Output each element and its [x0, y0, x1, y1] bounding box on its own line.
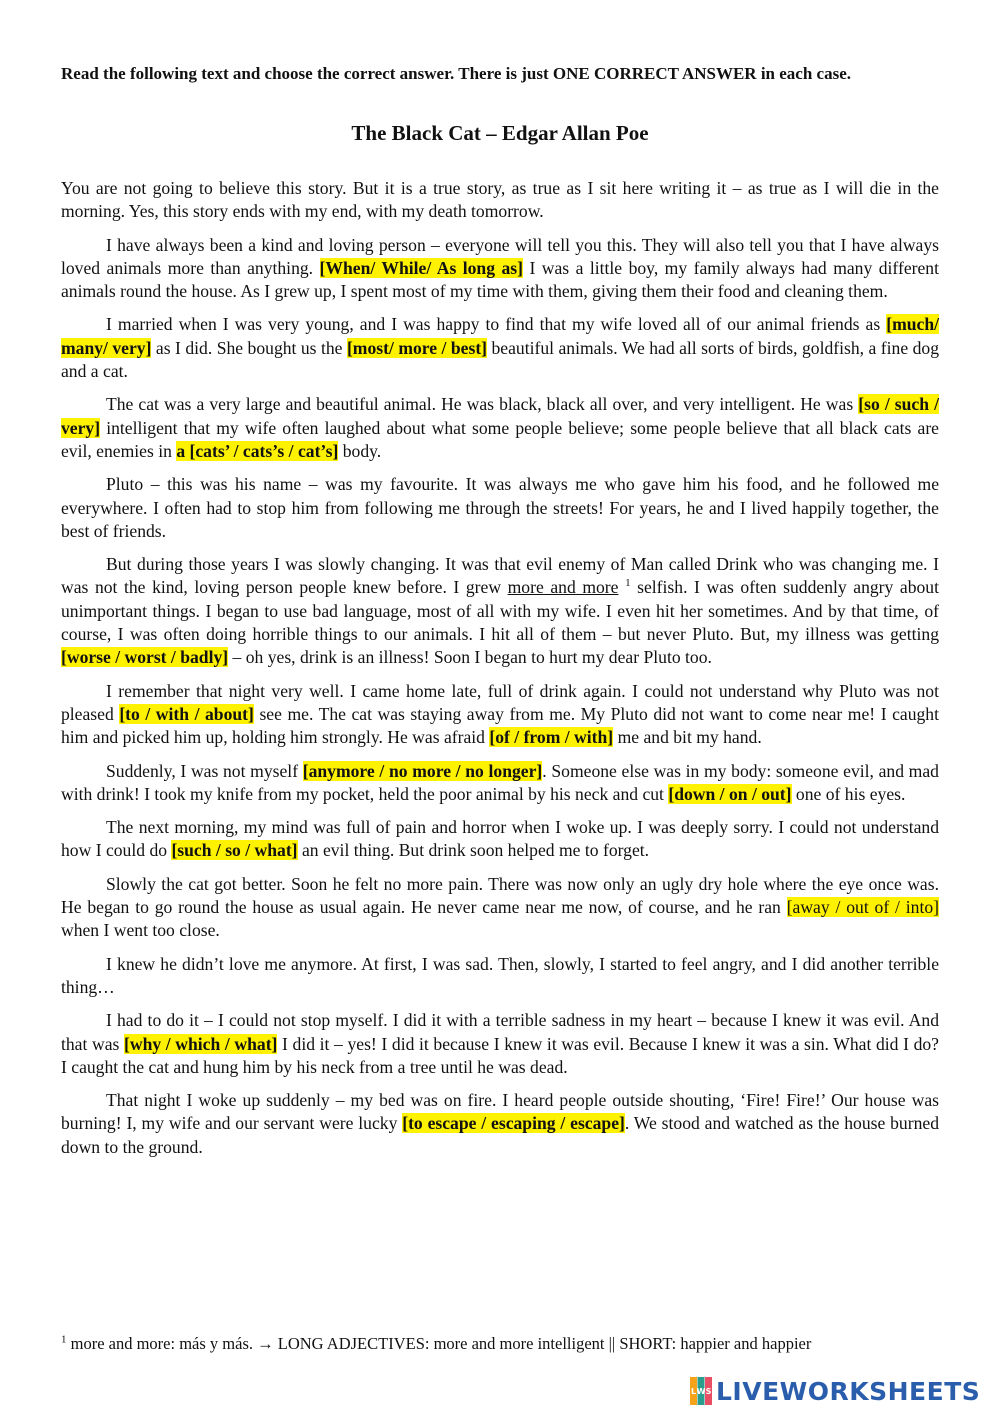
answer-choice-gap[interactable]: [to escape / escaping / escape] [402, 1113, 625, 1134]
story-text: I remember that night very well. I came home late, full of drink again. I could not understand why Pluto was not pleased [61, 680, 939, 724]
story-paragraph [61, 760, 939, 807]
answer-choice-gap[interactable]: a [cats’ / cats’s / cat’s] [176, 440, 339, 461]
svg-text:S: S [705, 1387, 712, 1396]
answer-choice-gap[interactable]: [When/ While/ As long as] [319, 257, 523, 278]
story-text: Slowly the cat got better. Soon he felt no more pain. There was now only an ugly dry hole where the eye once was. He began to go round the house as usual again. He never came near me now, of course, and he ran [61, 873, 939, 918]
story-paragraph [61, 1089, 939, 1159]
story-paragraph [61, 953, 939, 1000]
liveworksheets-logo [690, 1374, 980, 1408]
answer-choice-gap[interactable]: [much/ many/ very] [61, 314, 939, 358]
story-text: me and bit my hand. [613, 727, 762, 748]
answer-choice-gap[interactable]: [such / so / what] [171, 840, 298, 861]
story-body [61, 177, 939, 1159]
footnote-marker: 1 [61, 1333, 67, 1346]
liveworksheets-logo-text: LIVEWORKSHEETS [716, 1376, 981, 1406]
answer-choice-gap[interactable]: [down / on / out] [668, 783, 792, 804]
story-text: But during those years I was slowly changing. It was that evil enemy of Man called Drink who was changing me. I was not the kind, loving person people knew before. I grew [61, 554, 939, 598]
story-paragraph [61, 816, 939, 863]
story-text: The cat was a very large and beautiful animal. He was black, black all over, and very intelligent. He was [106, 394, 859, 415]
underlined-phrase: more and more [507, 577, 619, 598]
svg-text:W: W [696, 1387, 706, 1396]
story-text: The next morning, my mind was full of pain and horror when I woke up. I was deeply sorry. I could not understand how I could do [61, 817, 939, 861]
story-paragraph [61, 177, 939, 224]
story-paragraph [61, 680, 939, 750]
instructions-text: Read the following text and choose the correct answer. There is just ONE CORRECT ANSWER in each case. [61, 64, 852, 83]
story-paragraph [61, 313, 939, 383]
footnote-reference: 1 [625, 577, 631, 590]
story-text: intelligent that my wife often laughed about what some people believe; some people believe that all black cats are evil, enemies in [61, 417, 939, 461]
footnote [61, 1334, 961, 1354]
story-text: as I did. She bought us the [151, 337, 347, 358]
answer-choice-gap[interactable]: [why / which / what] [124, 1033, 278, 1054]
answer-choice-gap[interactable]: [most/ more / best] [346, 337, 488, 358]
story-text: beautiful animals. We had all sorts of birds, goldfish, a fine dog and a cat. [61, 337, 939, 382]
story-text: I knew he didn’t love me anymore. At first, I was sad. Then, slowly, I started to feel angry, and I did another terrible thing… [61, 953, 939, 997]
story-text: – oh yes, drink is an illness! Soon I began to hurt my dear Pluto too. [228, 647, 712, 668]
answer-choice-gap[interactable]: [anymore / no more / no longer] [302, 760, 543, 781]
story-text: one of his eyes. [791, 783, 906, 804]
story-paragraph [61, 1009, 939, 1079]
footnote-text: more and more: más y más. → LONG ADJECTIVES: more and more intelligent || SHORT: happier and happier [66, 1334, 812, 1353]
story-text: That night I woke up suddenly – my bed was on fire. I heard people outside shouting, ‘Fire! Fire!’ Our house was burning! I, my wife and our servant were lucky [61, 1090, 939, 1134]
story-text: I married when I was very young, and I was happy to find that my wife loved all of our animal friends as [106, 314, 887, 335]
story-text: body. [338, 440, 382, 461]
svg-text:L: L [690, 1387, 697, 1396]
liveworksheets-logo-icon [690, 1377, 712, 1405]
story-paragraph [61, 553, 939, 669]
story-text: You are not going to believe this story. But it is a true story, as true as I sit here writing it – as true as I will die in the morning. Yes, this story ends with my end, with my death tomorrow. [61, 178, 939, 222]
story-text: . We stood and watched as the house burned down to the ground. [61, 1113, 939, 1157]
story-text: I did it – yes! I did it because I knew it was evil. Because I knew it was a sin. What did I do? I caught the cat and hung him by his neck from a tree until he was dead. [61, 1033, 939, 1077]
story-text: I was a little boy, my family always had many different animals round the house. As I grew up, I spent most of my time with them, giving them their food and cleaning them. [61, 257, 939, 302]
story-text: when I went too close. [61, 920, 220, 941]
story-paragraph [61, 234, 939, 304]
story-paragraph [61, 393, 939, 463]
story-text: I had to do it – I could not stop myself. I did it with a terrible sadness in my heart – because I knew it was evil. And that was [61, 1010, 939, 1054]
story-text: an evil thing. But drink soon helped me to forget. [297, 840, 650, 861]
story-paragraph [61, 473, 939, 543]
story-text: see me. The cat was staying away from me. My Pluto did not want to come near me! I caught him and picked him up, holding him strongly. He was afraid [61, 703, 939, 748]
answer-choice-gap[interactable]: [worse / worst / badly] [61, 647, 229, 668]
story-text: . Someone else was in my body: someone evil, and mad with drink! I took my knife from my pocket, held the poor animal by his neck and cut [61, 760, 939, 804]
story-text: Pluto – this was his name – was my favourite. It was always me who gave him his food, and he followed me everywhere. I often had to stop him from following me through the streets! For years, he and I lived happily together, the best of friends. [61, 474, 939, 541]
answer-choice-gap[interactable]: [to / with / about] [119, 703, 254, 724]
story-text: selfish. I was often suddenly angry about unimportant things. I began to use bad language, most of all with my wife. I even hit her sometimes. And by that time, of course, I was often doing horrible things to our animals. I hit all of them – but never Pluto. But, my illness was getting [61, 577, 939, 645]
story-title: The Black Cat – Edgar Allan Poe [351, 121, 649, 145]
story-paragraph [61, 873, 939, 943]
answer-choice-gap[interactable]: [of / from / with] [489, 727, 614, 748]
answer-choice-gap[interactable]: [so / such / very] [61, 394, 939, 438]
story-text: Suddenly, I was not myself [106, 760, 303, 781]
answer-choice-gap[interactable]: [away / out of / into] [786, 897, 939, 918]
story-text: I have always been a kind and loving person – everyone will tell you this. They will also tell you that I have always loved animals more than anything. [61, 234, 939, 278]
worksheet-page [61, 62, 939, 1169]
